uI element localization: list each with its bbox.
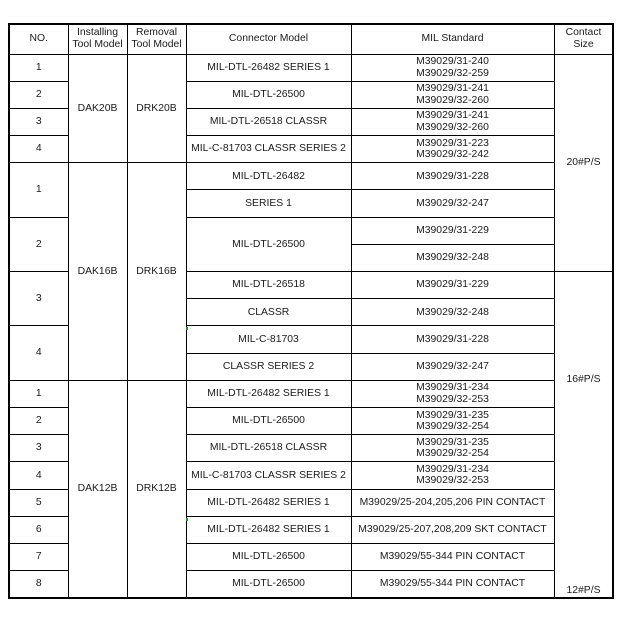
connector-model-cell: MIL-DTL-26500 [186, 571, 351, 598]
mil-standard-cell: M39029/31-235 M39029/32-254 [351, 407, 554, 434]
mil-standard-cell: M39029/31-228 [351, 326, 554, 353]
cell-comment-marker [186, 518, 188, 521]
connector-model-cell: CLASSR [186, 299, 351, 326]
header-contact-size: Contact Size [554, 24, 613, 54]
mil-standard-cell: M39029/31-228 [351, 163, 554, 190]
connector-model-cell: MIL-DTL-26500 [186, 407, 351, 434]
row-number: 6 [9, 516, 68, 543]
mil-standard-cell: M39029/25-207,208,209 SKT CONTACT [351, 516, 554, 543]
mil-standard-cell: M39029/32-248 [351, 299, 554, 326]
connector-model-cell: MIL-C-81703 CLASSR SERIES 2 [186, 136, 351, 163]
removal-tool-cell: DRK16B [127, 163, 186, 381]
mil-standard-cell: M39029/31-234 M39029/32-253 [351, 380, 554, 407]
connector-model-cell: MIL-C-81703 [186, 326, 351, 353]
row-number: 1 [9, 380, 68, 407]
installing-tool-cell: DAK12B [68, 380, 127, 598]
removal-tool-cell: DRK12B [127, 380, 186, 598]
mil-standard-cell: M39029/55-344 PIN CONTACT [351, 543, 554, 570]
header-row [9, 24, 613, 54]
row-number: 2 [9, 217, 68, 271]
connector-model-cell: MIL-DTL-26500 [186, 81, 351, 108]
row-number: 3 [9, 272, 68, 326]
mil-standard-cell: M39029/31-223 M39029/32-242 [351, 136, 554, 163]
connector-model-cell: MIL-DTL-26482 [186, 163, 351, 190]
mil-standard-cell: M39029/55-344 PIN CONTACT [351, 571, 554, 598]
installing-tool-cell: DAK20B [68, 54, 127, 163]
row-number: 1 [9, 163, 68, 217]
contact-size-cell [554, 272, 613, 598]
row-number: 4 [9, 136, 68, 163]
tool-spec-table [8, 23, 614, 599]
connector-model-cell: MIL-DTL-26500 [186, 543, 351, 570]
header-installing-tool: Installing Tool Model [68, 24, 127, 54]
contact-size-cell: 20#P/S [554, 54, 613, 272]
table-row [9, 163, 613, 190]
connector-model-cell: MIL-DTL-26482 SERIES 1 [186, 516, 351, 543]
mil-standard-cell: M39029/31-241 M39029/32-260 [351, 108, 554, 135]
connector-model-cell: MIL-DTL-26518 CLASSR [186, 435, 351, 462]
header-connector-model: Connector Model [186, 24, 351, 54]
table-row [9, 380, 613, 407]
row-number: 2 [9, 81, 68, 108]
row-number: 7 [9, 543, 68, 570]
installing-tool-cell: DAK16B [68, 163, 127, 381]
mil-standard-cell: M39029/31-240 M39029/32-259 [351, 54, 554, 81]
table-row [9, 54, 613, 81]
row-number: 3 [9, 435, 68, 462]
row-number: 4 [9, 462, 68, 489]
row-number: 2 [9, 407, 68, 434]
connector-model-cell: MIL-DTL-26518 [186, 272, 351, 299]
mil-standard-cell: M39029/25-204,205,206 PIN CONTACT [351, 489, 554, 516]
header-removal-tool: Removal Tool Model [127, 24, 186, 54]
row-number: 5 [9, 489, 68, 516]
contact-size-label: 12#P/S [566, 585, 601, 596]
mil-standard-cell: M39029/32-248 [351, 244, 554, 271]
mil-standard-cell: M39029/32-247 [351, 353, 554, 380]
mil-standard-cell: M39029/31-241 M39029/32-260 [351, 81, 554, 108]
row-number: 3 [9, 108, 68, 135]
row-number: 4 [9, 326, 68, 380]
connector-model-cell: SERIES 1 [186, 190, 351, 217]
mil-standard-cell: M39029/31-234 M39029/32-253 [351, 462, 554, 489]
row-number: 8 [9, 571, 68, 598]
contact-size-label: 16#P/S [566, 374, 601, 385]
mil-standard-cell: M39029/31-235 M39029/32-254 [351, 435, 554, 462]
connector-model-cell: MIL-DTL-26482 SERIES 1 [186, 54, 351, 81]
cell-comment-marker [186, 327, 188, 330]
row-number: 1 [9, 54, 68, 81]
mil-standard-cell: M39029/31-229 [351, 272, 554, 299]
mil-standard-cell: M39029/32-247 [351, 190, 554, 217]
connector-model-cell: MIL-C-81703 CLASSR SERIES 2 [186, 462, 351, 489]
header-no: NO. [9, 24, 68, 54]
connector-model-cell: MIL-DTL-26482 SERIES 1 [186, 380, 351, 407]
connector-model-cell: CLASSR SERIES 2 [186, 353, 351, 380]
mil-standard-cell: M39029/31-229 [351, 217, 554, 244]
connector-model-cell: MIL-DTL-26500 [186, 217, 351, 271]
connector-model-cell: MIL-DTL-26518 CLASSR [186, 108, 351, 135]
header-mil-standard: MIL Standard [351, 24, 554, 54]
connector-model-cell: MIL-DTL-26482 SERIES 1 [186, 489, 351, 516]
removal-tool-cell: DRK20B [127, 54, 186, 163]
